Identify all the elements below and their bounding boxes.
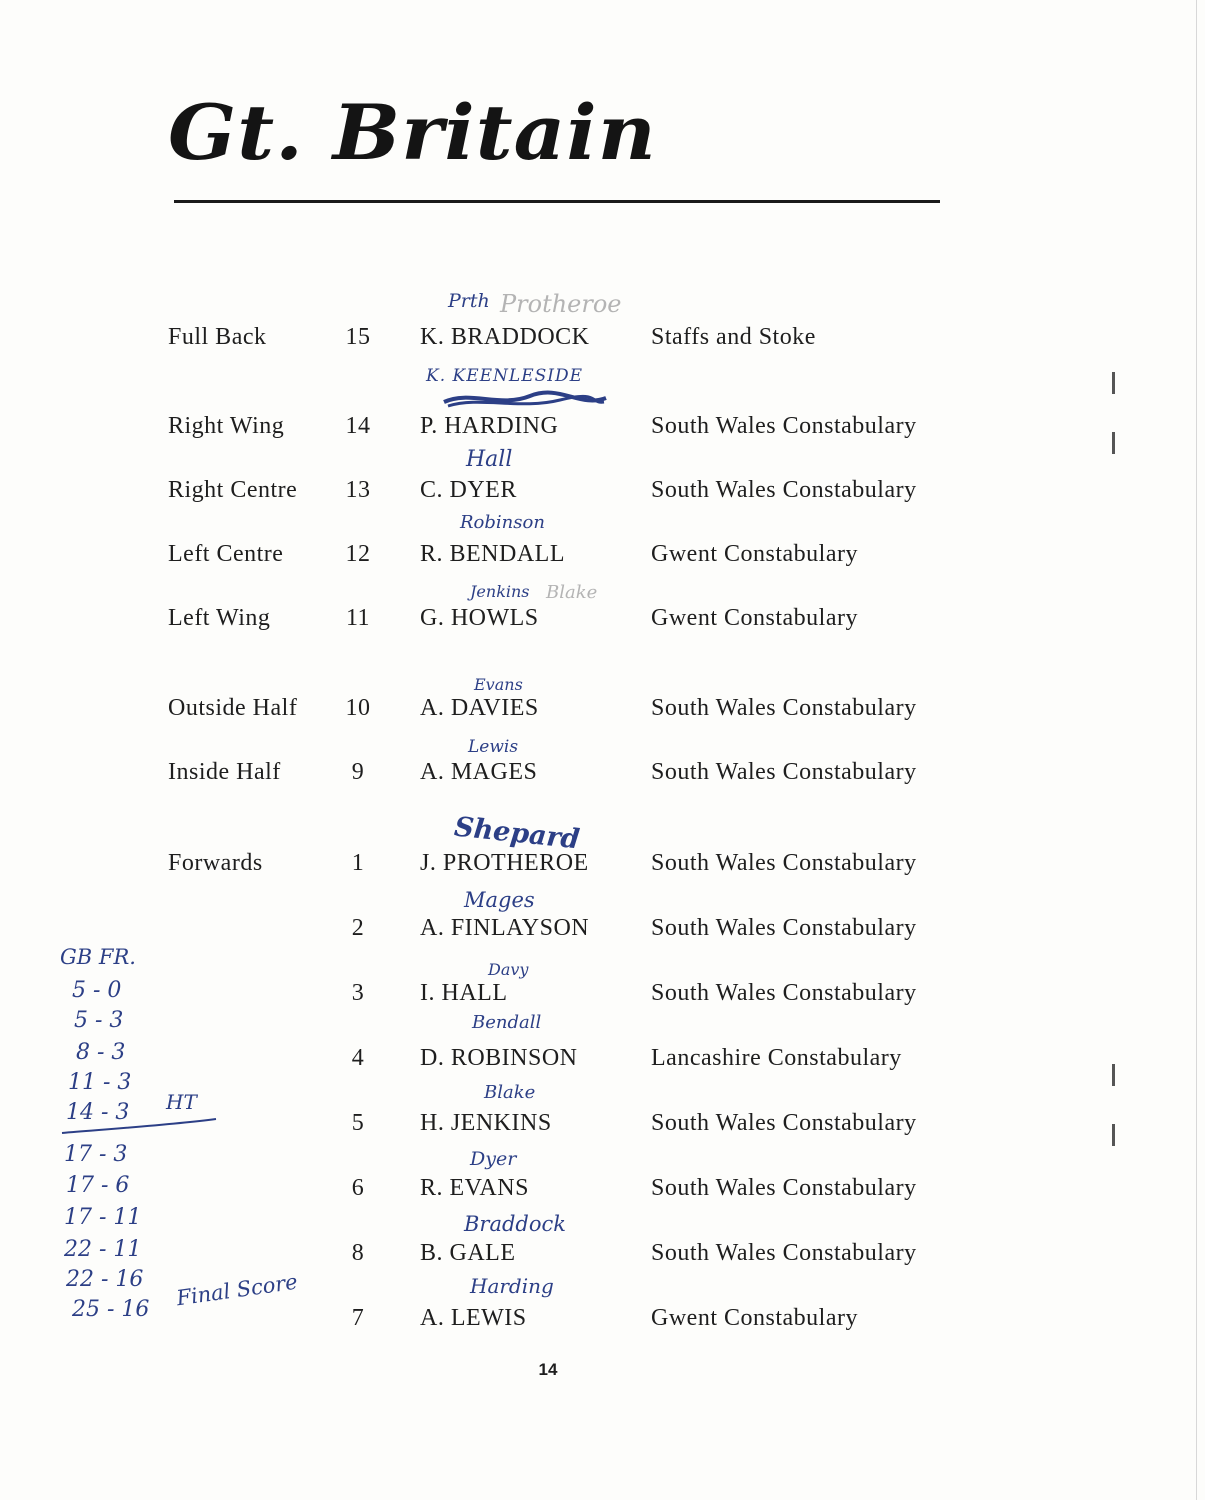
player-number: 14: [345, 413, 371, 439]
player-name: R. BENDALL: [420, 541, 565, 567]
title-rule: [174, 200, 940, 203]
player-name: R. EVANS: [420, 1175, 529, 1201]
player-number: 1: [351, 850, 365, 876]
score-entry: 17 - 11: [64, 1205, 142, 1230]
score-entry: 11 - 3: [68, 1070, 132, 1095]
player-name: G. HOWLS: [420, 605, 539, 631]
player-club: South Wales Constabulary: [651, 980, 917, 1006]
score-entry: 8 - 3: [76, 1040, 126, 1065]
score-entry: 22 - 16: [66, 1267, 144, 1292]
score-entry: 22 - 11: [64, 1237, 142, 1262]
margin-mark: [1112, 1124, 1115, 1146]
scribble-out: [440, 386, 610, 412]
margin-mark: [1112, 432, 1115, 454]
final-score-label: Final Score: [174, 1269, 300, 1311]
handwritten-note: Prth: [448, 290, 490, 312]
player-club: South Wales Constabulary: [651, 759, 917, 785]
player-name: I. HALL: [420, 980, 508, 1006]
score-entry: 14 - 3: [66, 1100, 130, 1125]
handwritten-note: Hall: [466, 447, 513, 472]
half-time-label: HT: [166, 1090, 197, 1114]
player-number: 13: [345, 477, 371, 503]
handwritten-note: Robinson: [460, 512, 545, 533]
handwritten-note: Bendall: [472, 1012, 542, 1033]
handwritten-note: Blake: [484, 1082, 536, 1103]
handwritten-note: Dyer: [470, 1148, 517, 1170]
player-name: A. MAGES: [420, 759, 538, 785]
score-entry: 17 - 6: [66, 1173, 130, 1198]
handwritten-note: Davy: [488, 960, 529, 979]
player-club: Lancashire Constabulary: [651, 1045, 902, 1071]
player-club: Staffs and Stoke: [651, 324, 816, 350]
player-name: A. LEWIS: [420, 1305, 527, 1331]
player-name: J. PROTHEROE: [420, 850, 589, 876]
score-log-header: GB FR.: [60, 945, 136, 969]
handwritten-note: Evans: [474, 675, 523, 694]
score-entry: 25 - 16: [72, 1297, 150, 1322]
player-club: South Wales Constabulary: [651, 915, 917, 941]
page-title: Gt. Britain: [168, 88, 657, 177]
player-position: Forwards: [168, 850, 263, 876]
handwritten-note: Blake: [546, 582, 598, 603]
player-position: Inside Half: [168, 759, 281, 785]
player-name: D. ROBINSON: [420, 1045, 578, 1071]
player-number: 5: [351, 1110, 365, 1136]
player-number: 8: [351, 1240, 365, 1266]
player-number: 12: [345, 541, 371, 567]
handwritten-note: Braddock: [464, 1212, 567, 1236]
player-number: 9: [351, 759, 365, 785]
player-number: 2: [351, 915, 365, 941]
player-name: A. FINLAYSON: [420, 915, 590, 941]
margin-mark: [1112, 1064, 1115, 1086]
player-position: Right Centre: [168, 477, 298, 503]
player-club: South Wales Constabulary: [651, 695, 917, 721]
player-number: 10: [345, 695, 371, 721]
player-position: Full Back: [168, 324, 267, 350]
handwritten-note: Harding: [470, 1274, 554, 1298]
page-number: 14: [538, 1360, 558, 1379]
player-name: B. GALE: [420, 1240, 516, 1266]
player-club: Gwent Constabulary: [651, 1305, 858, 1331]
player-club: South Wales Constabulary: [651, 413, 917, 439]
handwritten-note: Lewis: [468, 737, 519, 757]
player-number: 15: [345, 324, 371, 350]
player-club: South Wales Constabulary: [651, 1175, 917, 1201]
handwritten-note: K. KEENLESIDE: [426, 366, 584, 386]
handwritten-note: Mages: [464, 888, 535, 912]
player-position: Left Centre: [168, 541, 284, 567]
player-name: A. DAVIES: [420, 695, 539, 721]
handwritten-note: Jenkins: [470, 582, 530, 601]
player-position: Right Wing: [168, 413, 285, 439]
margin-mark: [1112, 372, 1115, 394]
player-name: H. JENKINS: [420, 1110, 552, 1136]
player-club: South Wales Constabulary: [651, 1110, 917, 1136]
page-edge: [1196, 0, 1197, 1500]
half-time-line: [60, 1115, 220, 1137]
player-name: K. BRADDOCK: [420, 324, 590, 350]
player-number: 4: [351, 1045, 365, 1071]
player-number: 6: [351, 1175, 365, 1201]
player-club: Gwent Constabulary: [651, 541, 858, 567]
score-entry: 17 - 3: [64, 1142, 128, 1167]
player-club: South Wales Constabulary: [651, 477, 917, 503]
score-entry: 5 - 0: [72, 978, 122, 1003]
player-position: Outside Half: [168, 695, 298, 721]
handwritten-note: Protheroe: [500, 290, 622, 318]
player-number: 3: [351, 980, 365, 1006]
player-club: Gwent Constabulary: [651, 605, 858, 631]
player-club: South Wales Constabulary: [651, 1240, 917, 1266]
player-club: South Wales Constabulary: [651, 850, 917, 876]
player-name: P. HARDING: [420, 413, 559, 439]
player-number: 11: [345, 605, 371, 631]
player-name: C. DYER: [420, 477, 517, 503]
player-position: Left Wing: [168, 605, 271, 631]
player-number: 7: [351, 1305, 365, 1331]
handwritten-note: Shepard: [452, 811, 582, 856]
score-entry: 5 - 3: [74, 1008, 124, 1033]
